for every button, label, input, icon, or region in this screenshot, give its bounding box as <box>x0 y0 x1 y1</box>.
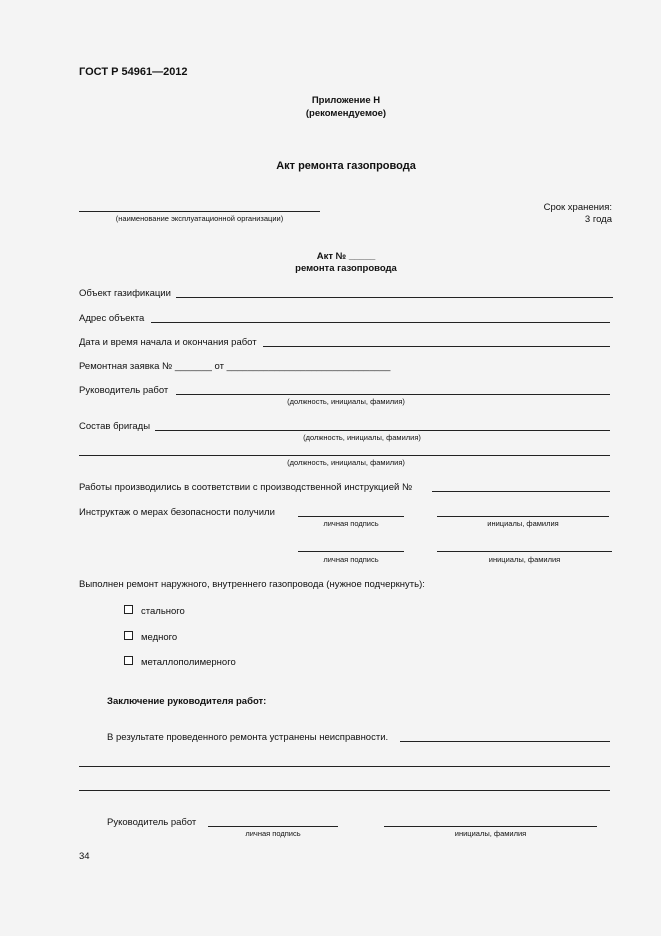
document-title: Акт ремонта газопровода <box>276 160 416 172</box>
conclusion-line-3 <box>79 790 610 791</box>
checkbox-metal-polymer[interactable] <box>124 656 133 665</box>
supervisor-caption: (должность, инициалы, фамилия) <box>287 397 405 406</box>
conclusion-line-1 <box>400 741 610 742</box>
act-subtitle: ремонта газопровода <box>295 263 397 274</box>
conclusion-title: Заключение руководителя работ: <box>107 696 267 707</box>
repair-prompt: Выполнен ремонт наружного, внутреннего газопровода (нужное подчеркнуть): <box>79 579 425 590</box>
instruction-label: Работы производились в соответствии с производственной инструкцией № <box>79 482 413 493</box>
retention-label: Срок хранения: <box>543 202 612 213</box>
crew-caption-2: (должность, инициалы, фамилия) <box>287 458 405 467</box>
act-number: Акт № _____ <box>316 251 376 262</box>
crew-line <box>155 430 610 431</box>
datetime-line <box>263 346 610 347</box>
appendix-status: (рекомендуемое) <box>305 108 387 119</box>
option-steel: стального <box>141 606 185 617</box>
conclusion-signer-label: Руководитель работ <box>107 817 197 828</box>
appendix-title: Приложение Н <box>311 95 381 106</box>
repair-request-label: Ремонтная заявка № _______ от _______________________________ <box>79 361 391 372</box>
object-label: Объект газификации <box>79 288 171 299</box>
name-caption-2: инициалы, фамилия <box>488 555 561 564</box>
supervisor-label: Руководитель работ <box>79 385 169 396</box>
crew-caption-1: (должность, инициалы, фамилия) <box>303 433 421 442</box>
organization-caption: (наименование эксплуатационной организации) <box>115 214 284 223</box>
instruction-line <box>432 491 610 492</box>
crew-line-2 <box>79 455 610 456</box>
conclusion-signature-caption: личная подпись <box>245 829 301 838</box>
organization-line <box>79 211 320 212</box>
signature-line-2 <box>298 551 404 552</box>
page-number: 34 <box>79 851 90 862</box>
conclusion-signature-line <box>208 826 338 827</box>
name-caption-1: инициалы, фамилия <box>487 519 559 528</box>
name-line-2 <box>437 551 612 552</box>
conclusion-name-caption: инициалы, фамилия <box>454 829 527 838</box>
standard-code: ГОСТ Р 54961—2012 <box>79 66 188 78</box>
address-line <box>151 322 610 323</box>
conclusion-name-line <box>384 826 597 827</box>
safety-label: Инструктаж о мерах безопасности получили <box>79 507 275 518</box>
option-metal-polymer: металлополимерного <box>141 657 236 668</box>
signature-caption-2: личная подпись <box>323 555 379 564</box>
conclusion-text: В результате проведенного ремонта устранены неисправности. <box>107 732 389 743</box>
signature-line-1 <box>298 516 404 517</box>
retention-value: 3 года <box>584 214 612 225</box>
checkbox-steel[interactable] <box>124 605 133 614</box>
name-line-1 <box>437 516 609 517</box>
option-copper: медного <box>141 632 178 643</box>
checkbox-copper[interactable] <box>124 631 133 640</box>
datetime-label: Дата и время начала и окончания работ <box>79 337 257 348</box>
supervisor-line <box>176 394 610 395</box>
signature-caption-1: личная подпись <box>323 519 379 528</box>
conclusion-line-2 <box>79 766 610 767</box>
address-label: Адрес объекта <box>79 313 145 324</box>
crew-label: Состав бригады <box>79 421 151 432</box>
object-line <box>176 297 613 298</box>
